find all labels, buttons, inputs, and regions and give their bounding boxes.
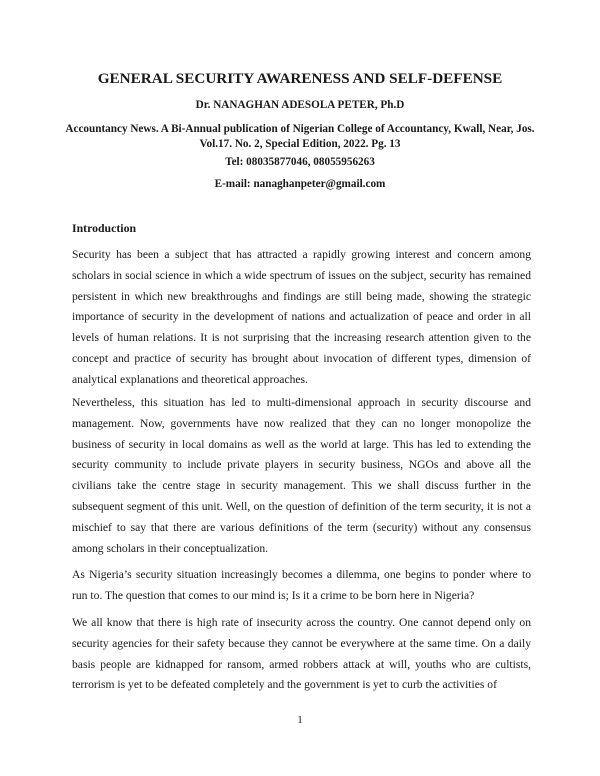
paragraph-4: We all know that there is high rate of insecurity across the country. One cannot depend only on security agencies for their safety because they cannot be everywhere at the same time. On a daily basis people are kidnapped for ransom, armed robbers attack at will, youths who are cultists, terrorism is yet to be defeated completely and the government is yet to curb the activities of (72, 616, 531, 692)
author-line: Dr. NANAGHAN ADESOLA PETER, Ph.D (195, 99, 405, 111)
publication-line-2: Vol.17. No. 2, Special Edition, 2022. Pg. 13 (199, 138, 401, 150)
paragraph-2: Nevertheless, this situation has led to multi-dimensional approach in security discourse and management. Now, governments have now realized that they can no longer monopolize the business of security in local domains as well as the world at large. This has led to extending the security community to include private players in security business, NGOs and above all the civilians take the centre stage in security management. This we shall discuss further in the subsequent segment of this unit. Well, on the question of definition of the term security, it is not a mischief to say that there are various definitions of the term (security) without any consensus among scholars in their conceptualization. (72, 396, 531, 555)
page-number: 1 (297, 714, 303, 726)
paragraph-3: As Nigeria’s security situation increasingly becomes a dilemma, one begins to ponder where to run to. The question that comes to our mind is; Is it a crime to be born here in Nigeria? (72, 568, 531, 602)
paragraph-1: Security has been a subject that has attracted a rapidly growing interest and concern among scholars in social science in which a wide spectrum of issues on the subject, security has remained persistent in which new breakthroughs and findings are still being made, showing the strategic importance of security in the development of nations and actualization of peace and order in all levels of human relations. It is not surprising that the increasing research attention given to the concept and practice of security has brought about invocation of different types, dimension of analytical explanations and theoretical approaches. (72, 248, 531, 386)
email-line: E-mail: nanaghanpeter@gmail.com (214, 178, 386, 190)
telephone-line: Tel: 08035877046, 08055956263 (225, 156, 375, 168)
publication-line-1: Accountancy News. A Bi-Annual publication of Nigerian College of Accountancy, Kwall, Near, Jos. (65, 123, 535, 135)
section-heading-introduction: Introduction (72, 221, 137, 235)
document-title: GENERAL SECURITY AWARENESS AND SELF-DEFENSE (97, 70, 503, 87)
